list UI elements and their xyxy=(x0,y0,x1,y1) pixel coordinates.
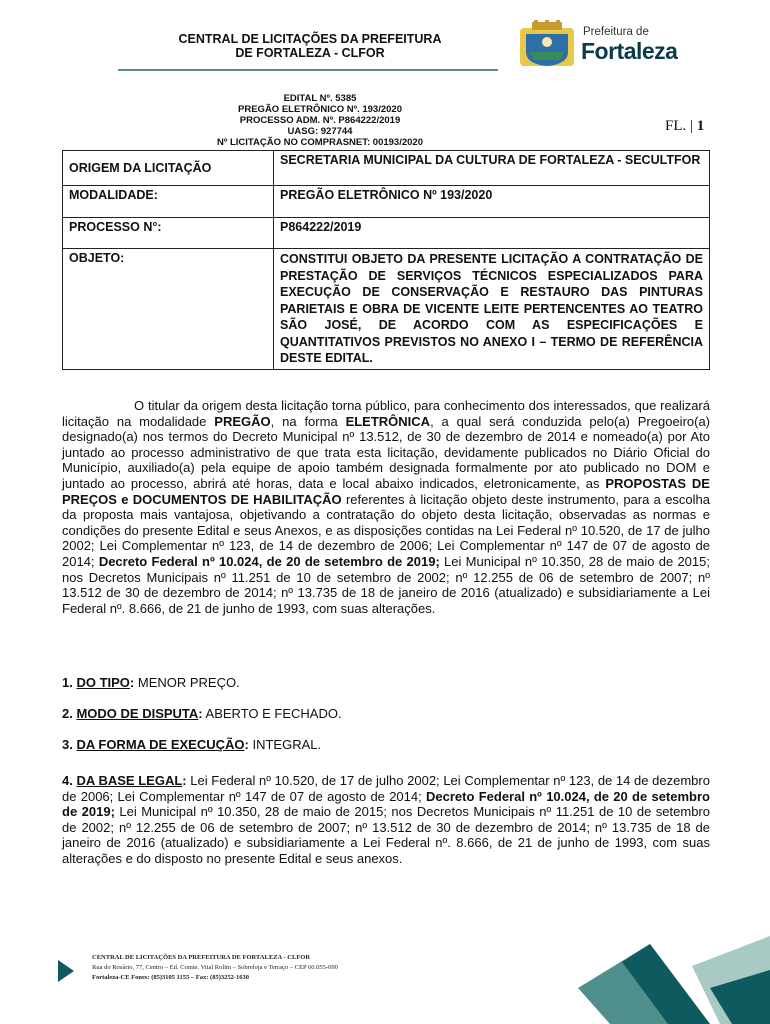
section-base-legal: 4. DA BASE LEGAL: Lei Federal nº 10.520, de 17 de julho 2002; Lei Complementar nº 123, de 14 de dezembro de 2006; Lei Complementar nº 147 de 07 de agosto de 2014; Decreto Federal nº 10.024, de 20 de setembro de 2019; Lei Municipal nº 10.350, 28 de maio de 2015; nos Decretos Municipais nº 11.251 de 10 de setembro de 2002; nº 12.255 de 06 de setembro de 2007; nº 13.512 de 30 de dezembro de 2014; nº 13.735 de 18 de janeiro de 2016 (atualizado) e subsidiariamente a Lei Federal nº. 8.666, de 21 de junho de 1993, com suas alterações e do disposto no presente Edital e seus anexos. xyxy=(62,773,710,866)
pregao-number: PREGÃO ELETRÔNICO Nº. 193/2020 xyxy=(238,104,402,115)
footer-org: CENTRAL DE LICITAÇÕES DA PREFEITURA DE FORTALEZA - CLFOR xyxy=(92,954,311,961)
edital-identification xyxy=(140,93,500,148)
section-label: DA FORMA DE EXECUÇÃO xyxy=(76,737,245,752)
intro-text: , na forma xyxy=(270,413,346,429)
section-number: 4. xyxy=(62,773,77,788)
folio-page: 1 xyxy=(696,118,705,134)
section-text: Lei Municipal nº 10.350, 28 de maio de 2015; nos Decretos Municipais nº 11.251 de 10 de setembro de 2002; nº 12.255 de 06 de setembro de 2007; nº 13.512 de 30 de dezembro de 2014; nº 13.735 de 18 de janeiro de 2016 (atualizado) e subsidiariamente a Lei Federal nº. 8.666, de 21 de junho de 1993, com suas alterações e do disposto no presente Edital e seus anexos. xyxy=(62,804,710,866)
footer-address xyxy=(92,953,412,983)
section-value: INTEGRAL. xyxy=(248,737,322,752)
processo-label: PROCESSO N°: xyxy=(63,218,274,249)
processo-value: P864222/2019 xyxy=(274,218,710,249)
edital-number: EDITAL Nº. 5385 xyxy=(283,93,357,104)
intro-bold-decreto: Decreto Federal nº 10.024, de 20 de setembro de 2019; xyxy=(98,553,440,569)
section-number: 1. xyxy=(62,675,77,690)
origem-value: SECRETARIA MUNICIPAL DA CULTURA DE FORTALEZA - SECULTFOR xyxy=(274,151,710,186)
section-number: 3. xyxy=(62,737,77,752)
comprasnet-number: Nº LICITAÇÃO NO COMPRASNET: 00193/2020 xyxy=(216,137,423,148)
header-divider xyxy=(118,69,498,71)
intro-text: referentes à licitação objeto deste instrumento, para a escolha da proposta mais vantajosa, objetivando a contratação do objeto desta licitação, observadas as normas e condições do presente Edital e seus Anexos, e as disposições contidas na Lei Federal nº 10.520, de 17 de julho 2002; Lei Complementar nº 123, de 14 de dezembro de 2006; Lei Complementar nº 147 de 07 de agosto de 2014; xyxy=(62,491,711,569)
intro-bold-propostas: PROPOSTAS DE PREÇOS e DOCUMENTOS DE HABILITAÇÃO xyxy=(62,475,710,507)
header-title xyxy=(120,32,500,60)
intro-text: Lei Municipal nº 10.350, 28 de maio de 2015; nos Decretos Municipais nº 11.251 de 10 de setembro de 2002; nº 12.255 de 06 de setembro de 2007; nº 13.512 de 30 de dezembro de 2014; nº 13.735 de 18 de janeiro de 2016 (atualizado) e subsidiariamente a Lei Federal nº. 8.666, de 21 de junho de 1993, com suas alterações. xyxy=(62,553,710,616)
section-number: 2. xyxy=(62,706,77,721)
logo-prefix: Prefeitura de xyxy=(583,26,649,38)
header-title-line1: CENTRAL DE LICITAÇÕES DA PREFEITURA xyxy=(178,32,442,46)
table-row xyxy=(63,249,710,370)
table-row xyxy=(63,218,710,249)
uasg-number: UASG: 927744 xyxy=(287,126,353,137)
table-row xyxy=(63,151,710,186)
section-modo-disputa: 2. MODO DE DISPUTA: ABERTO E FECHADO. xyxy=(62,706,342,721)
header-title-line2: DE FORTALEZA - CLFOR xyxy=(235,46,385,60)
objeto-value: CONSTITUI OBJETO DA PRESENTE LICITAÇÃO A CONTRATAÇÃO DE PRESTAÇÃO DE SERVIÇOS TÉCNICOS ESPECIALIZADOS PARA EXECUÇÃO DE CONSERVAÇÃO E RESTAURO DAS PINTURAS PARIETAIS E OBRA DE VICENTE LEITE PERTENCENTES AO TEATRO SÃO JOSÉ, DE ACORDO COM AS ESPECIFICAÇÕES E QUANTITATIVOS PREVISTOS NO ANEXO I – TERMO DE REFERÊNCIA DESTE EDITAL. xyxy=(274,249,710,370)
section-label: MODO DE DISPUTA xyxy=(76,706,199,721)
intro-bold-eletronica: ELETRÔNICA xyxy=(345,413,431,429)
intro-paragraph xyxy=(62,398,710,616)
modalidade-value: PREGÃO ELETRÔNICO Nº 193/2020 xyxy=(274,186,710,218)
section-value: MENOR PREÇO. xyxy=(134,675,240,690)
intro-text: , a qual será conduzida pelo(a) Pregoeiro(a) designado(a) nos termos do Decreto Municipal nº 13.512, de 30 de dezembro de 2014 e nomeado(a) por Ato juntado ao processo administrativo de que trata esta licitação, devidamente publicados no Diário Oficial do Município, auxiliado(a) pela equipe de apoio também designada formalmente por ato publicado no DOM e juntado ao processo, abrirá até horas, data e local abaixo indicados, eletronicamente, as xyxy=(62,413,711,491)
footer-triangle-icon xyxy=(58,960,74,982)
section-forma-execucao: 3. DA FORMA DE EXECUÇÃO: INTEGRAL. xyxy=(62,737,322,752)
section-bold-decreto: Decreto Federal nº 10.024, de 20 de setembro de 2019; xyxy=(62,788,710,820)
folio-label: FL. | xyxy=(665,118,694,134)
table-row xyxy=(63,186,710,218)
footer-street: Rua do Rosário, 77, Centro – Ed. Comte. Vital Rolim – Sobreloja e Terraço – CEP 60.055-090 xyxy=(92,964,338,971)
objeto-label: OBJETO: xyxy=(63,249,274,370)
origem-label: ORIGEM DA LICITAÇÃO xyxy=(63,151,274,186)
section-label: DO TIPO xyxy=(76,675,130,690)
intro-text: O titular da origem desta licitação torna público, para conhecimento dos interessados, que realizará licitação na modalidade xyxy=(62,398,710,429)
logo-name: Fortaleza xyxy=(581,38,678,64)
footer-decoration-icon xyxy=(560,930,770,1024)
intro-bold-pregao: PREGÃO xyxy=(214,413,271,429)
folio-number xyxy=(665,118,704,135)
footer-phones: Fortaleza-CE Fones: (85)3105 1155 – Fax: (85)3252-1630 xyxy=(92,974,250,981)
licitacao-info-table xyxy=(62,150,710,370)
section-text: Lei Federal nº 10.520, de 17 de julho 2002; Lei Complementar nº 123, de 14 de dezembro de 2006; Lei Complementar nº 147 de 07 de agosto de 2014; xyxy=(62,773,710,804)
modalidade-label: MODALIDADE: xyxy=(63,186,274,218)
section-value: ABERTO E FECHADO. xyxy=(202,706,342,721)
section-tipo: 1. DO TIPO: MENOR PREÇO. xyxy=(62,675,240,690)
section-label: DA BASE LEGAL xyxy=(76,773,183,788)
processo-number: PROCESSO ADM. Nº. P864222/2019 xyxy=(239,115,401,126)
